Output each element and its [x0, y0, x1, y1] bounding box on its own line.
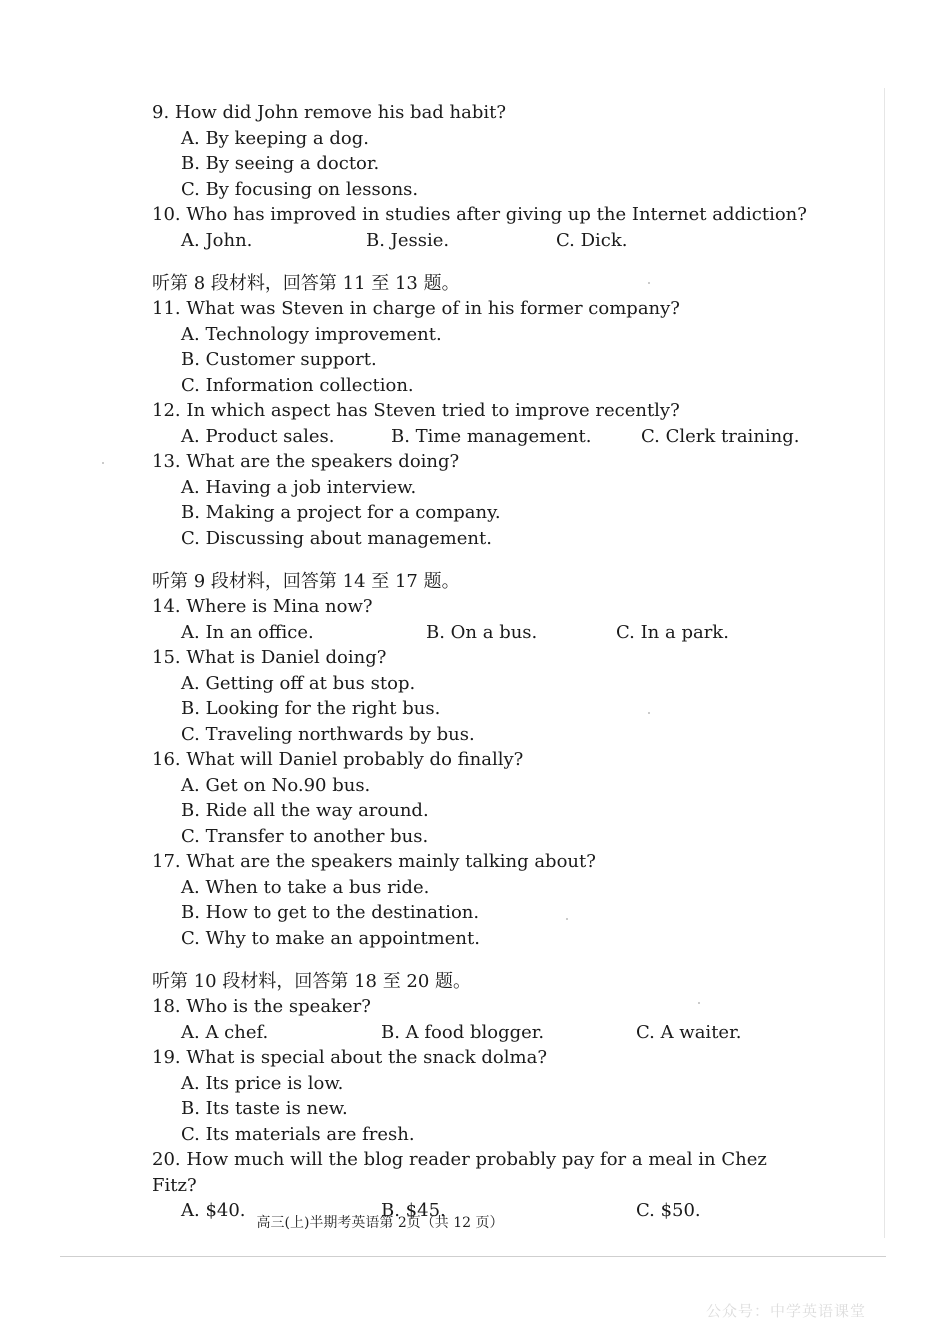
option-19c: C. Its materials are fresh.	[181, 1123, 415, 1145]
section-header-8: 听第 8 段材料，回答第 11 至 13 题。	[152, 273, 460, 294]
option-12a: A. Product sales.	[181, 425, 335, 447]
option-13c: C. Discussing about management.	[181, 527, 492, 549]
option-14c: C. In a park.	[616, 621, 729, 643]
option-20a: A. $40.	[181, 1200, 246, 1221]
option-19a: A. Its price is low.	[181, 1072, 344, 1094]
question-15: 15. What is Daniel doing?	[152, 647, 387, 668]
option-9b: B. By seeing a doctor.	[181, 153, 380, 174]
question-group	[152, 100, 812, 253]
option-15c: C. Traveling northwards by bus.	[181, 723, 475, 745]
option-11b: B. Customer support.	[181, 349, 377, 370]
question-10: 10. Who has improved in studies after giving up the Internet addiction?	[152, 204, 807, 225]
option-10b: B. Jessie.	[366, 229, 450, 251]
question-19: 19. What is special about the snack dolma?	[152, 1047, 547, 1068]
option-19b: B. Its taste is new.	[181, 1098, 348, 1119]
option-16c: C. Transfer to another bus.	[181, 825, 429, 847]
option-15b: B. Looking for the right bus.	[181, 698, 441, 719]
question-12: 12. In which aspect has Steven tried to improve recently?	[152, 400, 680, 421]
option-14b: B. On a bus.	[426, 621, 538, 643]
option-9a: A. By keeping a dog.	[181, 127, 369, 149]
question-9: 9. How did John remove his bad habit?	[152, 102, 507, 123]
question-17: 17. What are the speakers mainly talking about?	[152, 851, 596, 872]
option-11c: C. Information collection.	[181, 374, 414, 396]
option-13a: A. Having a job interview.	[181, 476, 417, 498]
option-18b: B. A food blogger.	[381, 1021, 545, 1043]
footer-divider	[60, 1256, 886, 1257]
option-10a: A. John.	[181, 229, 253, 251]
question-20: 20. How much will the blog reader probably pay for a meal in Chez Fitz?	[152, 1149, 767, 1196]
page-footer: 高三(上)半期考英语第 2页（共 12 页）	[256, 1215, 504, 1231]
section-header-10: 听第 10 段材料，回答第 18 至 20 题。	[152, 971, 472, 992]
scan-edge-line	[884, 88, 885, 1238]
question-group	[152, 271, 812, 551]
options-row-10	[152, 228, 812, 254]
option-12b: B. Time management.	[391, 425, 592, 447]
option-15a: A. Getting off at bus stop.	[181, 672, 416, 694]
section-header-9: 听第 9 段材料，回答第 14 至 17 题。	[152, 571, 460, 592]
option-18a: A. A chef.	[181, 1021, 269, 1043]
option-17a: A. When to take a bus ride.	[181, 876, 430, 898]
option-16b: B. Ride all the way around.	[181, 800, 429, 821]
option-9c: C. By focusing on lessons.	[181, 178, 419, 200]
option-17c: C. Why to make an appointment.	[181, 927, 480, 949]
question-14: 14. Where is Mina now?	[152, 596, 373, 617]
question-content	[152, 100, 812, 1224]
question-group	[152, 969, 812, 1224]
options-row-18	[152, 1020, 812, 1046]
option-20b: B. $45.	[381, 1200, 446, 1221]
option-10c: C. Dick.	[556, 229, 628, 251]
options-row-14	[152, 620, 812, 646]
question-11: 11. What was Steven in charge of in his former company?	[152, 298, 680, 319]
question-group	[152, 569, 812, 951]
options-row-12	[152, 424, 812, 450]
watermark: 公众号：中学英语课堂	[706, 1302, 867, 1320]
option-20c: C. $50.	[636, 1200, 701, 1221]
option-13b: B. Making a project for a company.	[181, 502, 501, 523]
option-12c: C. Clerk training.	[641, 425, 800, 447]
option-17b: B. How to get to the destination.	[181, 902, 480, 923]
option-14a: A. In an office.	[181, 621, 314, 643]
question-13: 13. What are the speakers doing?	[152, 451, 460, 472]
option-16a: A. Get on No.90 bus.	[181, 774, 371, 796]
question-18: 18. Who is the speaker?	[152, 996, 371, 1017]
scan-speck	[102, 462, 104, 464]
option-18c: C. A waiter.	[636, 1021, 742, 1043]
question-16: 16. What will Daniel probably do finally?	[152, 749, 524, 770]
option-11a: A. Technology improvement.	[181, 323, 442, 345]
